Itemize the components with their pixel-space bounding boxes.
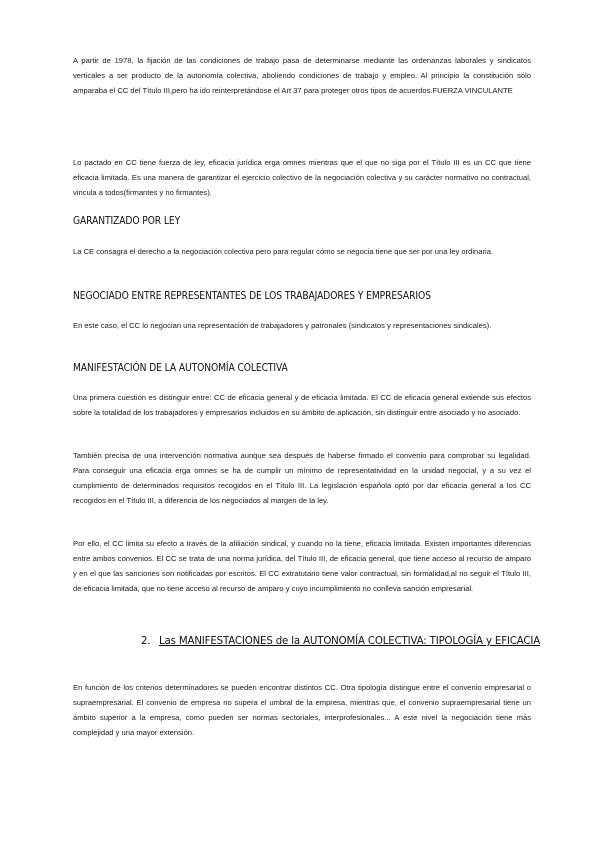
section-title-text: Las MANIFESTACIONES de la AUTONOMÍA COLECTIVA: TIPOLOGÍA y EFICACIA	[159, 636, 541, 647]
heading-negociado: NEGOCIADO ENTRE REPRESENTANTES DE LOS TRABAJADORES Y EMPRESARIOS	[73, 291, 431, 302]
paragraph-por-ello: Por ello, el CC limita su efecto a través de la afiliación sindical, y cuando no la tiene, eficacia limitada. Existen importantes diferencias entre ambos convenios. El CC se trata de una norma jurídica, del Título III, de eficacia general, que tiene acceso al recurso de amparo y en el que las sanciones son notificadas por escritos. El CC extratutario tiene valor contractual, sin formalidad,al no seguir el Título III, de eficacia limitada, que no tiene acceso al recurso de amparo y cuyo incumplimiento no conlleva sanción empresarial.	[73, 539, 531, 593]
heading-garantizado: GARANTIZADO POR LEY	[73, 216, 181, 227]
paragraph-ce-consagra: La CE consagra el derecho a la negociación colectiva pero para regular cómo se negocia tiene que ser por una ley ordinaria.	[73, 247, 494, 256]
section-title	[141, 635, 541, 649]
paragraph-primera-cuestion: Una primera cuestión es distinguir entre: CC de eficacia general y de eficacia limitada. El CC de eficacia general extiende sus efectos sobre la totalidad de los trabajadores y empresarios incluidos en su ámbito de aplicación, sin distinguir entre asociado y no asociado.	[73, 393, 531, 417]
paragraph-en-este-caso: En este caso, el CC lo negocian una representación de trabajadores y patronales (sindicatos y representaciones sindicales).	[73, 321, 492, 330]
paragraph-intro: A partir de 1978, la fijación de las condiciones de trabajo pasa de determinarse mediante las ordenanzas laborales y sindicatos verticales a ser producto de la autonomía colectiva, aboliendo condiciones de trabajo y empleo. Al principio la constitución sólo amparaba el CC del Título III,pero ha ido reinterpretándose el Art 37 para proteger otros tipos de acuerdos.FUERZA VINCULANTE	[73, 56, 531, 95]
paragraph-en-funcion: En función de los criterios determinadores se pueden encontrar distintos CC. Otra tipología distingue entre el convenio empresarial o supraempresarial. El convenio de empresa no supera el umbral de la empresa, mientras que, el convenio supraempresarial tiene un ámbito superior a la empresa, como pueden ser normas sectoriales, interprofesionales... A este nivel la negociación tiene más complejidad y una mayor extensión.	[73, 683, 531, 737]
paragraph-fuerza-ley: Lo pactado en CC tiene fuerza de ley, eficacia jurídica erga omnes mientras que el que no siga por el Título III es un CC que tiene eficacia limitada. Es una manera de garantizar el ejercicio colectivo de la negociación colectiva y su carácter normativo no contractual, vincula a todos(firmantes y no firmantes).	[73, 158, 531, 197]
section-number: 2.	[141, 636, 151, 647]
paragraph-tambien-precisa: También precisa de una intervención normativa aunque sea después de haberse firmado el convenio para comprobar su legalidad. Para conseguir una eficacia erga omnes se ha de cumplir un mínimo de representatividad en la unidad negocial, y a su vez el cumplimiento de determinados requisitos recogidos en el Título III. La legislación española optó por dar eficacia general a los CC recogidos en el Título III, a diferencia de los negociados al margen de la ley.	[73, 451, 531, 505]
heading-manifestacion: MANIFESTACIÓN DE LA AUTONOMÍA COLECTIVA	[73, 363, 288, 374]
